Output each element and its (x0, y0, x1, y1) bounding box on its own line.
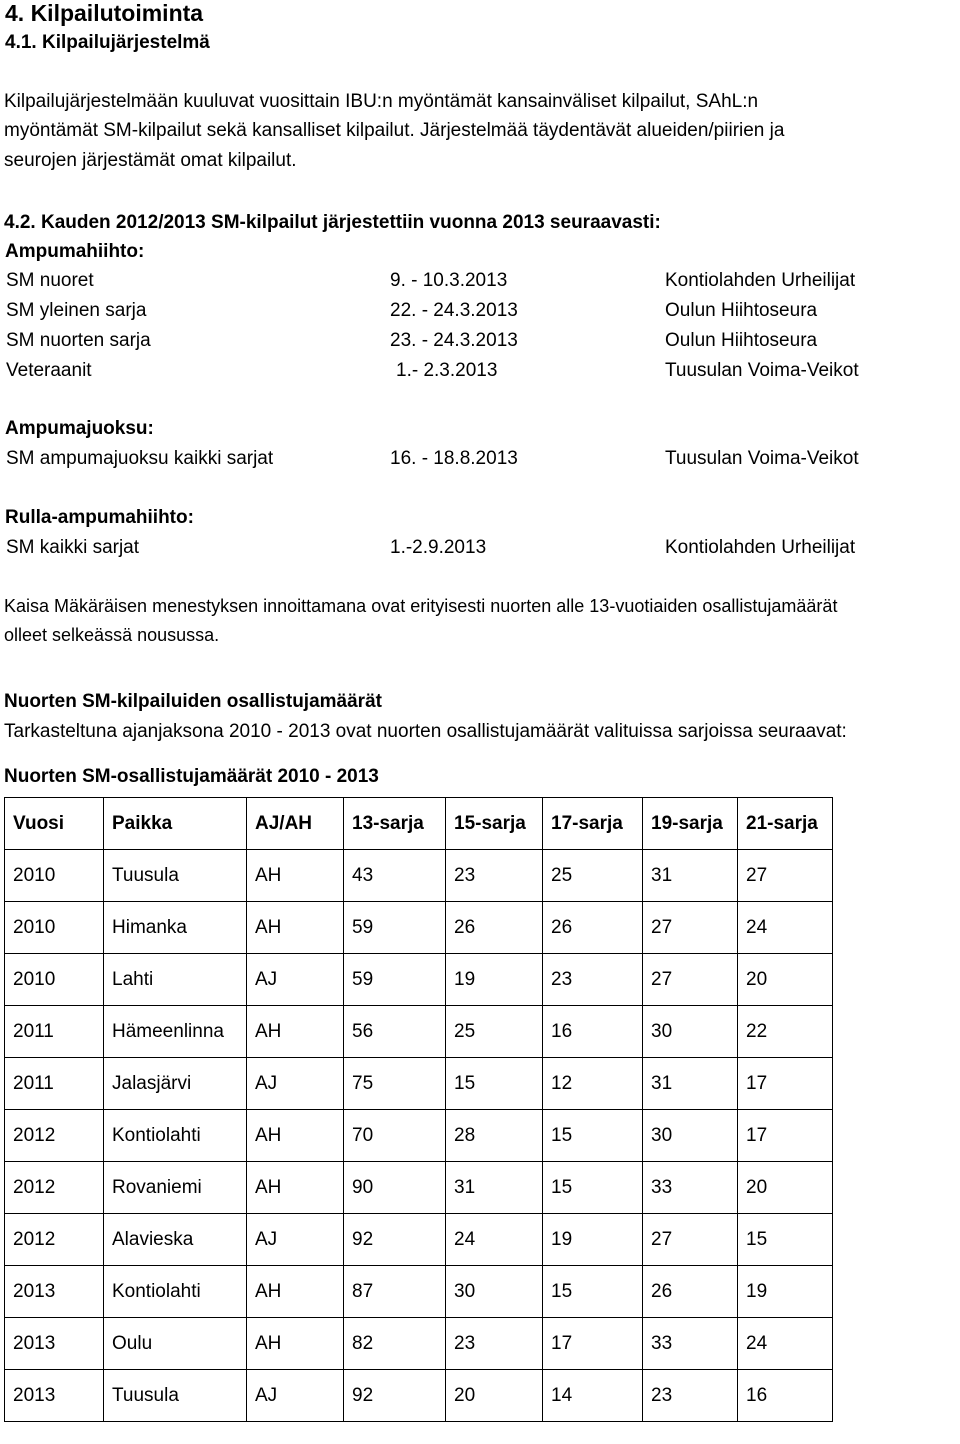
event-organizer: Oulun Hiihtoseura (665, 300, 818, 321)
table-cell: 23 (543, 954, 643, 1006)
table-cell: 2012 (5, 1162, 104, 1214)
table-cell: 43 (344, 850, 446, 902)
table-cell: 26 (446, 902, 543, 954)
participation-intro: Tarkasteltuna ajanjaksona 2010 - 2013 ovat nuorten osallistujamäärät valituissa sarjoissa seuraavat: (4, 721, 847, 742)
table-row (5, 1162, 833, 1214)
table-cell: Kontiolahti (104, 1110, 247, 1162)
table-cell: 2013 (5, 1370, 104, 1422)
table-cell: 15 (543, 1162, 643, 1214)
table-cell: 31 (643, 850, 738, 902)
table-cell: AJ (247, 954, 344, 1006)
table-cell: 30 (643, 1006, 738, 1058)
table-cell: 2010 (5, 954, 104, 1006)
table-cell: 27 (643, 954, 738, 1006)
table-cell: 26 (543, 902, 643, 954)
section-title: 4. Kilpailutoiminta (5, 0, 204, 26)
table-cell: 33 (643, 1318, 738, 1370)
column-header: 15-sarja (446, 798, 543, 850)
event-date: 9. - 10.3.2013 (390, 270, 508, 291)
event-name: SM nuorten sarja (6, 330, 151, 351)
table-cell: Lahti (104, 954, 247, 1006)
event-date: 23. - 24.3.2013 (390, 330, 518, 351)
note-line-1: Kaisa Mäkäräisen menestyksen innoittamana ovat erityisesti nuorten alle 13-vuotiaiden osallistujamäärät (4, 596, 838, 616)
event-name: SM ampumajuoksu kaikki sarjat (6, 448, 274, 469)
table-row (5, 954, 833, 1006)
event-date: 22. - 24.3.2013 (390, 300, 518, 321)
table-cell: AH (247, 1318, 344, 1370)
participation-heading: Nuorten SM-kilpailuiden osallistujamäärät (4, 691, 382, 712)
table-cell: 25 (446, 1006, 543, 1058)
table-cell: AJ (247, 1058, 344, 1110)
participation-table (4, 797, 833, 1422)
table-cell: 2013 (5, 1266, 104, 1318)
table-cell: Rovaniemi (104, 1162, 247, 1214)
column-header: 13-sarja (344, 798, 446, 850)
table-cell: AH (247, 1162, 344, 1214)
table-cell: AH (247, 850, 344, 902)
table-cell: 56 (344, 1006, 446, 1058)
table-cell: 15 (738, 1214, 833, 1266)
table-cell: 24 (738, 902, 833, 954)
table-cell: 23 (643, 1370, 738, 1422)
table-cell: 2011 (5, 1058, 104, 1110)
column-header: Vuosi (5, 798, 104, 850)
table-cell: AH (247, 902, 344, 954)
table-row (5, 1058, 833, 1110)
table-cell: 24 (738, 1318, 833, 1370)
table-cell: 31 (446, 1162, 543, 1214)
table-cell: 92 (344, 1214, 446, 1266)
table-cell: 12 (543, 1058, 643, 1110)
table-cell: 2010 (5, 902, 104, 954)
table-cell: Himanka (104, 902, 247, 954)
table-cell: 27 (643, 902, 738, 954)
table-cell: 31 (643, 1058, 738, 1110)
table-cell: 17 (738, 1058, 833, 1110)
table-cell: 70 (344, 1110, 446, 1162)
table-cell: 2012 (5, 1110, 104, 1162)
table-cell: 23 (446, 850, 543, 902)
group-heading-ampumahiihto: Ampumahiihto: (5, 241, 145, 262)
table-row (5, 1006, 833, 1058)
table-cell: 23 (446, 1318, 543, 1370)
event-name: SM nuoret (6, 270, 94, 291)
group-heading-ampumajuoksu: Ampumajuoksu: (5, 418, 154, 439)
table-cell: 25 (543, 850, 643, 902)
table-cell: 33 (643, 1162, 738, 1214)
table-cell: 28 (446, 1110, 543, 1162)
column-header: 21-sarja (738, 798, 833, 850)
table-cell: 16 (543, 1006, 643, 1058)
table-cell: 20 (738, 1162, 833, 1214)
body-line-2: myöntämät SM-kilpailut sekä kansalliset kilpailut. Järjestelmää täydentävät alueiden/piirien ja (4, 120, 785, 141)
table-header-row (5, 798, 833, 850)
table-cell: 19 (446, 954, 543, 1006)
table-row (5, 1318, 833, 1370)
table-cell: 2012 (5, 1214, 104, 1266)
table-cell: 30 (446, 1266, 543, 1318)
event-name: SM yleinen sarja (6, 300, 147, 321)
table-row (5, 902, 833, 954)
table-cell: 92 (344, 1370, 446, 1422)
event-date: 16. - 18.8.2013 (390, 448, 518, 469)
group-heading-rulla-ampumahiihto: Rulla-ampumahiihto: (5, 507, 194, 528)
table-cell: 20 (738, 954, 833, 1006)
column-header: AJ/AH (247, 798, 344, 850)
table-row (5, 1214, 833, 1266)
table-cell: 15 (543, 1266, 643, 1318)
table-cell: 59 (344, 954, 446, 1006)
table-cell: 14 (543, 1370, 643, 1422)
column-header: Paikka (104, 798, 247, 850)
table-row (5, 850, 833, 902)
body-line-1: Kilpailujärjestelmään kuuluvat vuosittain IBU:n myöntämät kansainväliset kilpailut, SAhL:n (4, 91, 759, 112)
table-cell: 17 (738, 1110, 833, 1162)
table-cell: 82 (344, 1318, 446, 1370)
table-cell: 2011 (5, 1006, 104, 1058)
table-cell: 87 (344, 1266, 446, 1318)
event-organizer: Kontiolahden Urheilijat (665, 270, 856, 291)
subsection-2-title: 4.2. Kauden 2012/2013 SM-kilpailut järjestettiin vuonna 2013 seuraavasti: (4, 212, 661, 233)
table-body (5, 850, 833, 1422)
table-cell: Jalasjärvi (104, 1058, 247, 1110)
table-cell: 20 (446, 1370, 543, 1422)
table-cell: AH (247, 1110, 344, 1162)
table-row (5, 1266, 833, 1318)
event-date: 1.- 2.3.2013 (396, 360, 498, 381)
table-cell: 24 (446, 1214, 543, 1266)
table-cell: 27 (643, 1214, 738, 1266)
table-cell: 26 (643, 1266, 738, 1318)
note-line-2: olleet selkeässä nousussa. (4, 625, 220, 645)
column-header: 19-sarja (643, 798, 738, 850)
table-cell: 75 (344, 1058, 446, 1110)
table-cell: 2010 (5, 850, 104, 902)
body-line-3: seurojen järjestämät omat kilpailut. (4, 150, 297, 171)
table-cell: 27 (738, 850, 833, 902)
table-cell: Oulu (104, 1318, 247, 1370)
table-row (5, 1370, 833, 1422)
table-cell: AJ (247, 1370, 344, 1422)
table-cell: Tuusula (104, 850, 247, 902)
table-cell: 16 (738, 1370, 833, 1422)
event-name: SM kaikki sarjat (6, 537, 140, 558)
table-cell: 59 (344, 902, 446, 954)
event-date: 1.-2.9.2013 (390, 537, 487, 558)
event-organizer: Tuusulan Voima-Veikot (665, 360, 859, 381)
table-cell: AJ (247, 1214, 344, 1266)
event-organizer: Oulun Hiihtoseura (665, 330, 818, 351)
table-cell: Tuusula (104, 1370, 247, 1422)
table-title: Nuorten SM-osallistujamäärät 2010 - 2013 (4, 766, 379, 787)
column-header: 17-sarja (543, 798, 643, 850)
table-cell: AH (247, 1266, 344, 1318)
table-cell: Alavieska (104, 1214, 247, 1266)
table-cell: 30 (643, 1110, 738, 1162)
table-cell: AH (247, 1006, 344, 1058)
subsection-1-title: 4.1. Kilpailujärjestelmä (5, 32, 210, 53)
event-organizer: Kontiolahden Urheilijat (665, 537, 856, 558)
table-cell: Hämeenlinna (104, 1006, 247, 1058)
table-cell: 15 (446, 1058, 543, 1110)
table-cell: 22 (738, 1006, 833, 1058)
table-cell: 2013 (5, 1318, 104, 1370)
table-cell: 15 (543, 1110, 643, 1162)
event-organizer: Tuusulan Voima-Veikot (665, 448, 859, 469)
table-cell: Kontiolahti (104, 1266, 247, 1318)
table-row (5, 1110, 833, 1162)
table-cell: 19 (543, 1214, 643, 1266)
event-name: Veteraanit (6, 360, 92, 381)
table-cell: 17 (543, 1318, 643, 1370)
table-cell: 19 (738, 1266, 833, 1318)
table-cell: 90 (344, 1162, 446, 1214)
